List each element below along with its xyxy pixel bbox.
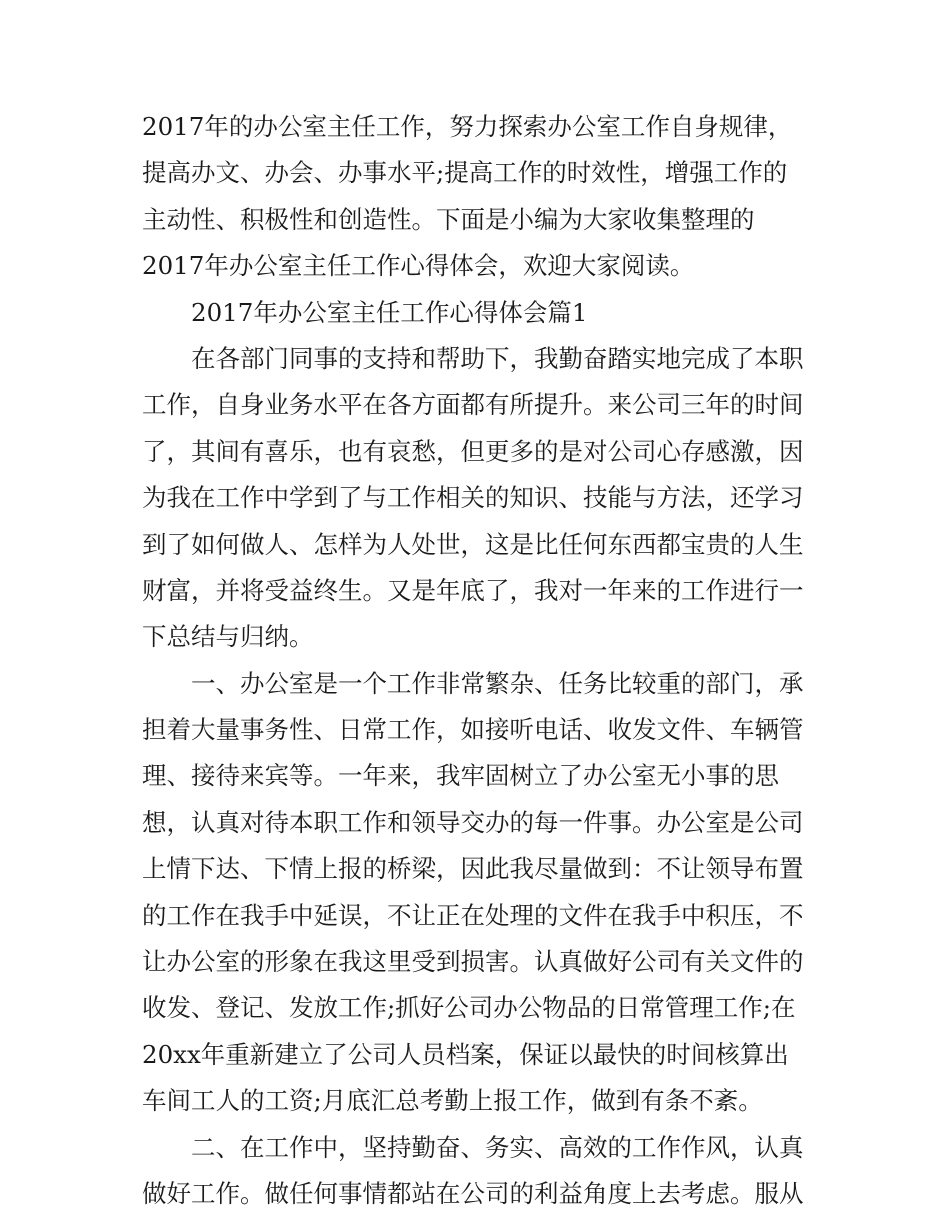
body-line: 二、在工作中，坚持勤奋、务实、高效的工作作风，认真 (191, 1132, 804, 1162)
body-line: 做好工作。做任何事情都站在公司的利益角度上去考虑。服从 (142, 1178, 804, 1208)
body-line: 一、办公室是一个工作非常繁杂、任务比较重的部门，承 (191, 668, 804, 698)
intro-line-1: 2017年的办公室主任工作，努力探索办公室工作自身规律， (142, 112, 793, 141)
body-line: 收发、登记、发放工作;抓好公司办公物品的日常管理工作;在 (142, 993, 796, 1023)
body-line: 到了如何做人、怎样为人处世，这是比任何东西都宝贵的人生 (142, 529, 804, 559)
body-line: 想，认真对待本职工作和领导交办的每一件事。办公室是公司 (142, 807, 804, 837)
intro-line-4: 2017年办公室主任工作心得体会，欢迎大家阅读。 (142, 251, 695, 281)
body-line: 理、接待来宾等。一年来，我牢固树立了办公室无小事的思 (142, 761, 779, 791)
body-line: 担着大量事务性、日常工作，如接听电话、收发文件、车辆管 (142, 715, 804, 745)
body-line: 20xx年重新建立了公司人员档案，保证以最快的时间核算出 (142, 1039, 789, 1069)
intro-line-3: 主动性、积极性和创造性。下面是小编为大家收集整理的 (142, 204, 755, 234)
body-line: 财富，并将受益终生。又是年底了，我对一年来的工作进行一 (142, 575, 804, 605)
document-page (142, 104, 812, 1217)
body-line: 为我在工作中学到了与工作相关的知识、技能与方法，还学习 (142, 483, 804, 513)
body-line: 在各部门同事的支持和帮助下，我勤奋踏实地完成了本职 (191, 343, 804, 373)
body-line: 车间工人的工资;月底汇总考勤上报工作，做到有条不紊。 (142, 1086, 763, 1116)
body-line: 上情下达、下情上报的桥梁，因此我尽量做到：不让领导布置 (142, 854, 804, 884)
body-line: 了，其间有喜乐，也有哀愁，但更多的是对公司心存感激，因 (142, 436, 804, 466)
body-line: 工作，自身业务水平在各方面都有所提升。来公司三年的时间 (142, 390, 804, 420)
body-line: 下总结与归纳。 (142, 622, 314, 652)
body-line: 让办公室的形象在我这里受到损害。认真做好公司有关文件的 (142, 947, 804, 977)
body-line: 的工作在我手中延误，不让正在处理的文件在我手中积压，不 (142, 900, 804, 930)
section-heading: 2017年办公室主任工作心得体会篇1 (191, 297, 588, 327)
intro-line-2: 提高办文、办会、办事水平;提高工作的时效性，增强工作的 (142, 158, 788, 188)
